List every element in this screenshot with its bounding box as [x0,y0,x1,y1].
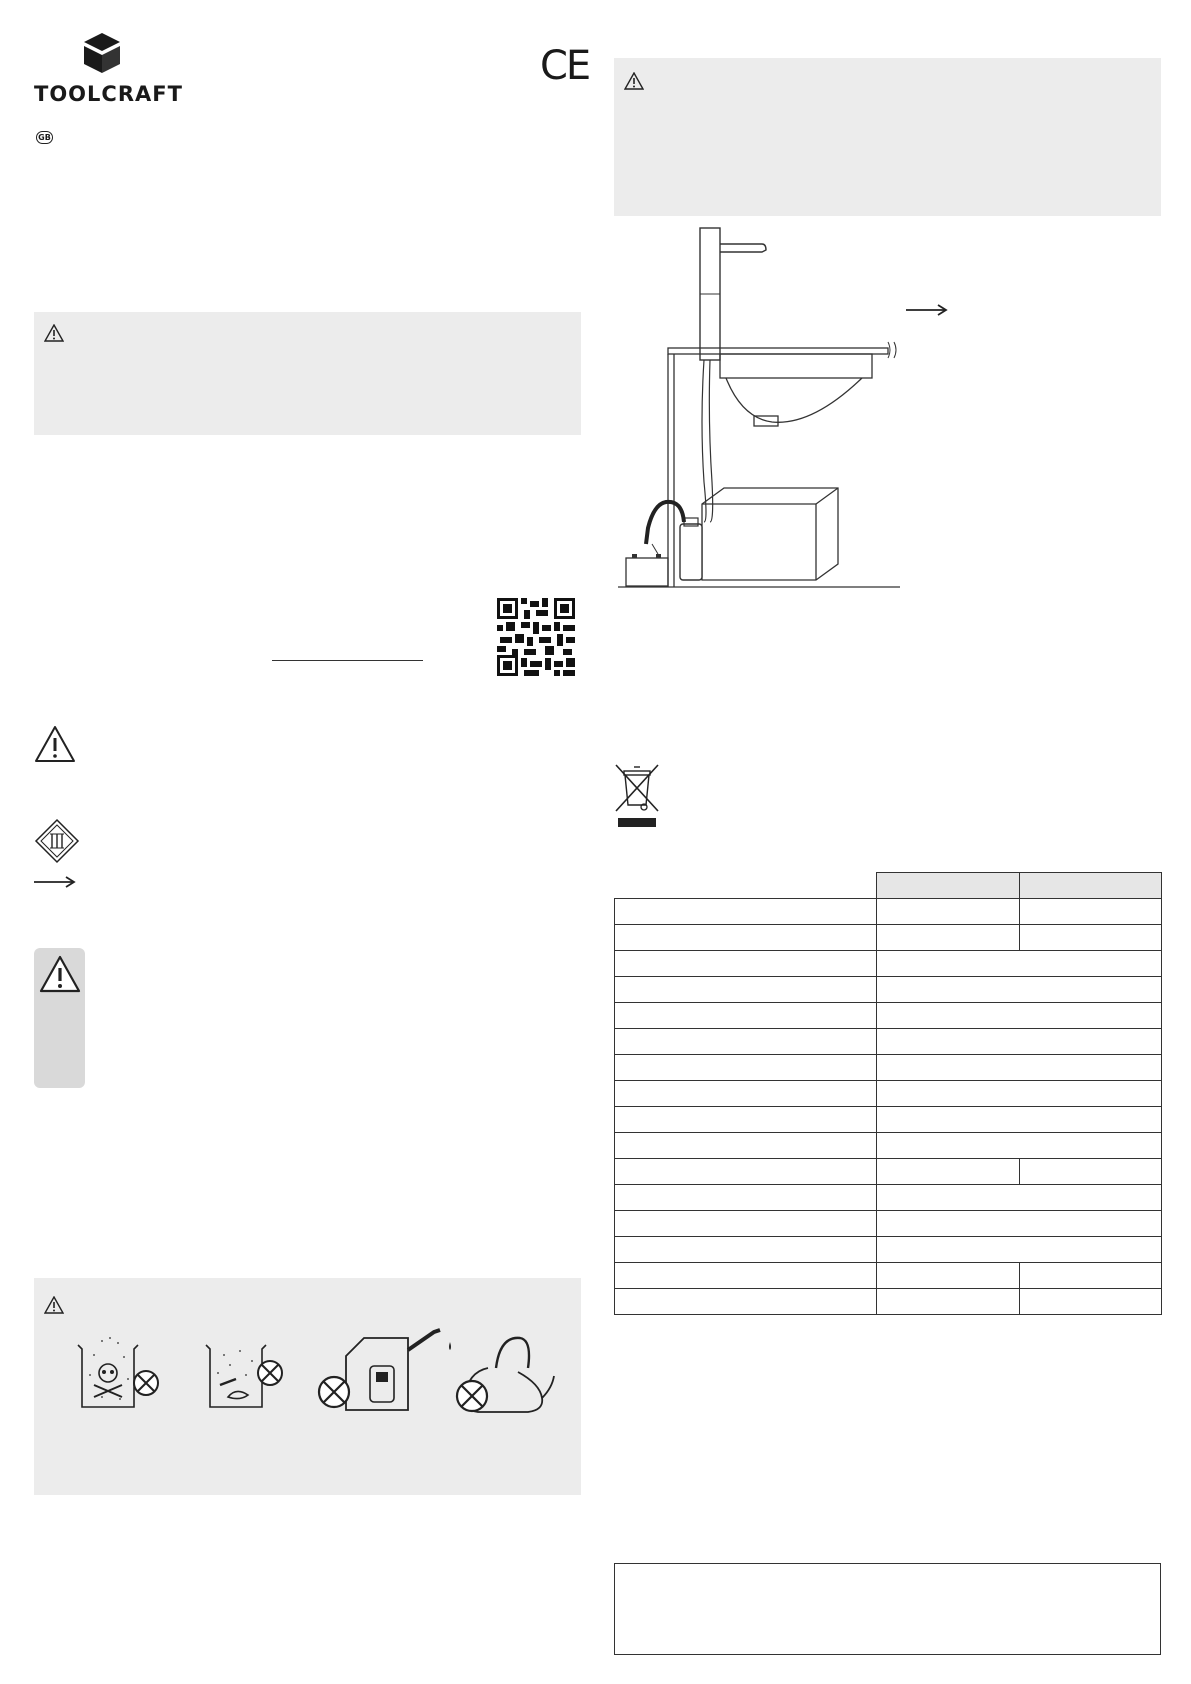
liquids-warning-panel [34,1278,581,1495]
no-oil-liquids-icon [448,1328,558,1420]
warning-triangle-large-icon [34,725,76,763]
table-cell-value [1020,1263,1162,1289]
table-cell-value [877,1159,1020,1185]
table-row [615,1263,1162,1289]
table-cell-label [615,1081,877,1107]
table-cell-value [877,1133,1162,1159]
toolcraft-logo-icon [32,33,172,75]
table-cell-label [615,1159,877,1185]
table-header-cell [877,873,1020,899]
warning-triangle-icon [624,72,644,90]
table-cell-value [877,1185,1162,1211]
table-cell-label [615,1211,877,1237]
warning-triangle-icon [44,324,64,342]
table-row [615,1237,1162,1263]
brand-logo [32,33,183,106]
table-cell-label [615,1263,877,1289]
table-row [615,1081,1162,1107]
arrow-right-icon [34,876,76,888]
warning-triangle-large-icon [38,954,82,994]
table-row [615,1185,1162,1211]
installation-diagram [612,222,952,594]
warning-panel-1 [34,312,581,435]
table-row [615,1159,1162,1185]
brand-name: TOOLCRAFT [34,82,183,106]
warning-triangle-icon [44,1296,64,1314]
table-cell-label [615,977,877,1003]
table-cell-value [877,1263,1020,1289]
table-cell-value [877,1055,1162,1081]
table-cell-label [615,899,877,925]
table-cell-label [615,1029,877,1055]
table-cell-label [615,1237,877,1263]
table-cell-value [877,1107,1162,1133]
table-row [615,1107,1162,1133]
table-row [615,1289,1162,1315]
website-link-underline[interactable] [272,660,423,661]
table-row [615,1029,1162,1055]
table-cell-label [615,951,877,977]
table-cell-value [877,951,1162,977]
safety-side-tab [34,948,85,1088]
warning-panel-right [614,58,1161,216]
technical-data-table [614,872,1162,1315]
table-row [615,977,1162,1003]
table-cell-value [1020,925,1162,951]
table-cell-value [877,1029,1162,1055]
table-row [615,1133,1162,1159]
no-toxic-liquids-icon [72,1335,190,1415]
no-fuel-liquids-icon [316,1326,446,1418]
table-cell-value [1020,899,1162,925]
table-cell-label [615,1107,877,1133]
table-row [615,1211,1162,1237]
no-particles-liquids-icon [200,1335,318,1415]
table-row [615,899,1162,925]
table-header-blank [615,873,877,899]
table-header-cell [1020,873,1162,899]
table-cell-value [877,1289,1020,1315]
table-cell-value [877,925,1020,951]
table-cell-label [615,1133,877,1159]
crossed-out-wheelie-bin-icon [614,763,660,829]
table-row [615,1003,1162,1029]
table-cell-label [615,1055,877,1081]
table-cell-label [615,1289,877,1315]
imprint-box [614,1563,1161,1655]
ce-mark: CE [540,43,590,89]
table-cell-label [615,1185,877,1211]
table-header-row [615,873,1162,899]
table-cell-value [877,1003,1162,1029]
table-cell-value [1020,1289,1162,1315]
table-cell-label [615,1003,877,1029]
table-cell-value [877,977,1162,1003]
table-cell-value [877,1237,1162,1263]
table-row [615,1055,1162,1081]
table-cell-label [615,925,877,951]
table-row [615,925,1162,951]
protection-class-iii-icon [34,818,80,864]
table-cell-value [877,899,1020,925]
table-cell-value [877,1081,1162,1107]
table-row [615,951,1162,977]
table-cell-value [877,1211,1162,1237]
qr-code-icon[interactable] [497,597,575,677]
arrow-right-icon [906,304,948,316]
language-badge: GB [36,131,53,144]
table-cell-value [1020,1159,1162,1185]
